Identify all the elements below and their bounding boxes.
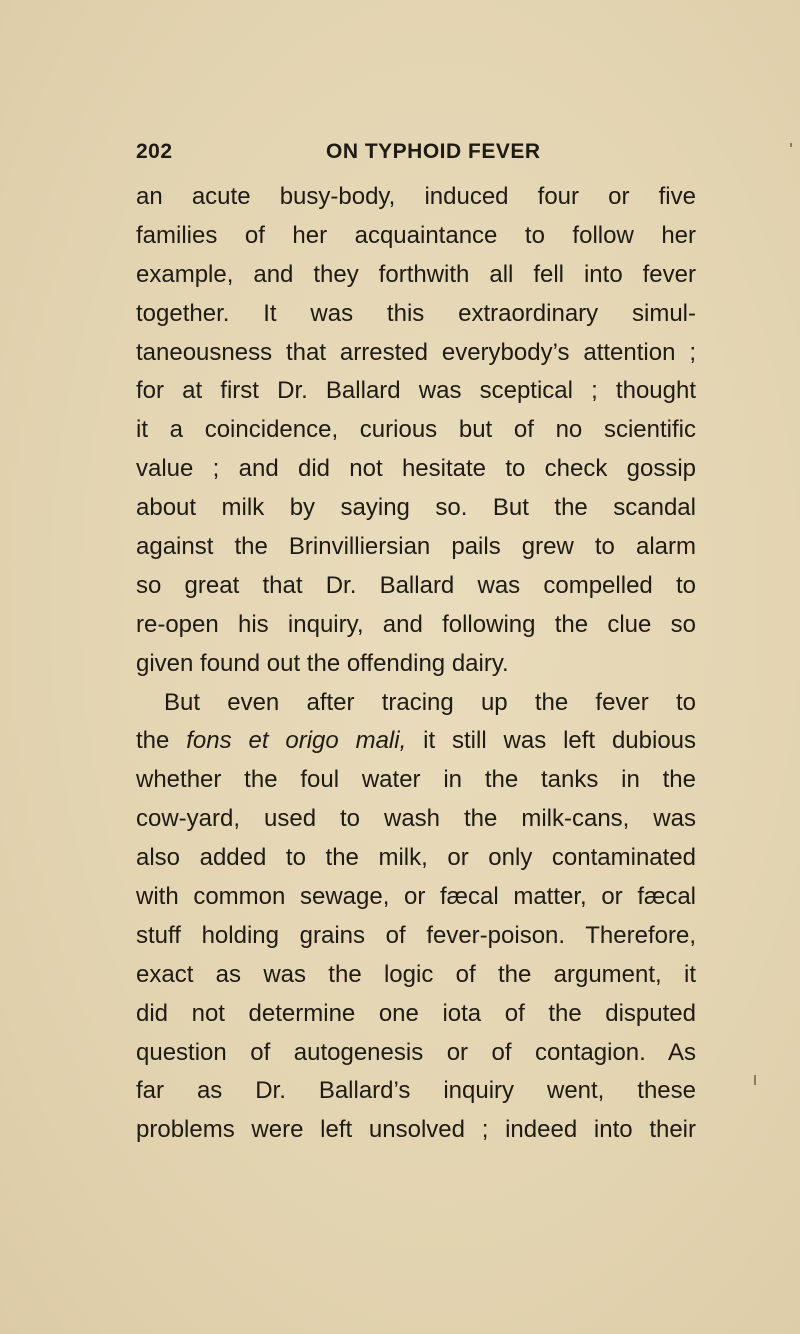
text-line: cow-yard, used to wash the milk-cans, was [136,805,696,833]
page-number: 202 [136,140,173,163]
text-line: far as Dr. Ballard’s inquiry went, these [136,1077,696,1105]
text-line: exact as was the logic of the argument, it [136,960,696,988]
header-title: ON TYPHOID FEVER [326,140,541,163]
text-line: taneousness that arrested everybody’s attention ; [136,338,696,366]
text-line: it a coincidence, curious but of no scientific [136,416,696,444]
text-line: for at first Dr. Ballard was sceptical ; thought [136,377,696,405]
running-head [136,140,696,170]
text-line: example, and they forthwith all fell into fever [136,260,696,288]
text-fragment: it still was left dubious [423,727,697,755]
text-line: together. It was this extraordinary simul- [136,299,696,327]
text-line: so great that Dr. Ballard was compelled to [136,571,696,599]
paper-speck [790,143,792,147]
text-line: with common sewage, or fæcal matter, or fæcal [136,883,696,911]
text-line: about milk by saying so. But the scandal [136,494,696,522]
text-line: given found out the offending dairy. [136,649,509,677]
text-line: re-open his inquiry, and following the clue so [136,610,696,638]
text-line: families of her acquaintance to follow her [136,221,696,249]
text-line: against the Brinvilliersian pails grew to alarm [136,533,696,561]
text-line: did not determine one iota of the disputed [136,999,696,1027]
text-line-mixed [136,722,696,761]
latin-phrase: fons et origo mali, [186,727,407,755]
body-text [136,178,696,1150]
text-line: whether the foul water in the tanks in the [136,766,696,794]
text-line: an acute busy-body, induced four or five [136,183,696,210]
text-line: also added to the milk, or only contaminated [136,844,696,872]
text-line: question of autogenesis or of contagion. As [136,1038,696,1066]
paper-speck [754,1075,756,1085]
text-line: value ; and did not hesitate to check gossip [136,455,696,483]
text-line: stuff holding grains of fever-poison. Therefore, [136,921,696,949]
text-line: But even after tracing up the fever to [164,688,696,716]
text-fragment: the [136,727,170,755]
text-line: problems were left unsolved ; indeed into their [136,1116,696,1144]
